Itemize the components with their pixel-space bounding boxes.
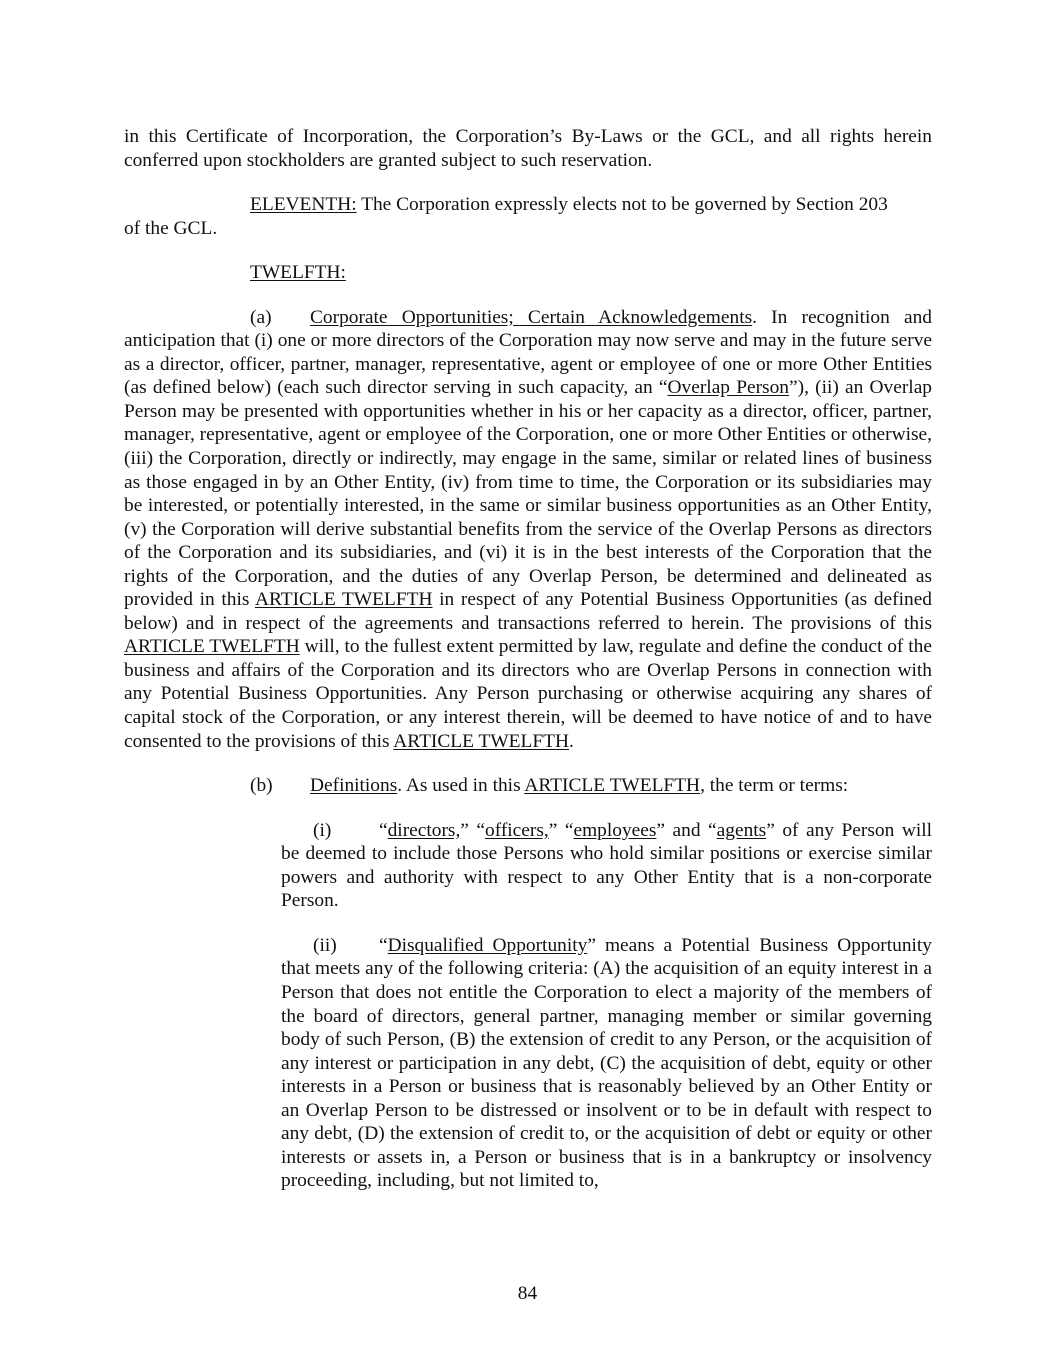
term-directors: directors, <box>387 819 461 841</box>
section-a-text-1: . In recognition and anticipation that (i) one or more directors of the Corporation may now serve and may in the future serve as a director, officer, partner, manager, representative, agent or employee of one or more Other Entities (as defined below) (each such director serving in such capacity, an “ <box>124 306 932 399</box>
quote-separator: ” “ <box>460 819 486 841</box>
article-twelfth-reference: ARTICLE TWELFTH <box>124 636 300 658</box>
quote-mark: “ <box>379 819 388 841</box>
section-b-paragraph <box>250 774 932 798</box>
document-page <box>124 125 932 1214</box>
quote-separator: ” and “ <box>656 819 717 841</box>
article-twelfth-reference: ARTICLE TWELFTH <box>254 589 433 611</box>
quote-separator: ” “ <box>548 819 574 841</box>
section-b-heading: Definitions <box>310 775 398 797</box>
term-disqualified-opportunity: Disqualified Opportunity <box>387 934 588 956</box>
definition-i-marker: (i) <box>313 819 332 841</box>
article-eleventh-tail: of the GCL. <box>124 217 218 239</box>
definition-i-text: ” of any Person will be deemed to include those Persons who hold similar positions or exercise similar powers and authority with respect to any Other Entity that is a non-corporate Person. <box>281 819 932 912</box>
section-a-text-4: will, to the fullest extent permitted by law, regulate and define the conduct of the business and affairs of the Corporation and its directors who are Overlap Persons in connection with any Potential Business Opportunities. Any Person purchasing or otherwise acquiring any shares of capital stock of the Corporation, or any interest therein, will be deemed to have notice of and to have consented to the provisions of this <box>124 636 932 752</box>
definition-ii-marker: (ii) <box>313 934 337 956</box>
section-a-text-2: ”), (ii) an Overlap Person may be presented with opportunities whether in his or her capacity as a director, officer, partner, manager, representative, agent or employee of the Corporation, one or more Other Entities or otherwise, (iii) the Corporation, directly or indirectly, may engage in the same, similar or related lines of business as those engaged in by an Other Entity, (iv) from time to time, the Corporation or its subsidiaries may be interested, or potentially interested, in the same or similar business opportunities as an Other Entity, (v) the Corporation will derive substantial benefits from the service of the Overlap Persons as directors of the Corporation and its subsidiaries, and (vi) it is in the best interests of the Corporation that the rights of the Corporation, and the duties of any Overlap Person, be determined and delineated as provided in this <box>124 377 932 611</box>
definition-ii-paragraph <box>281 934 932 1193</box>
article-eleventh-text: The Corporation expressly elects not to be governed by Section 203 <box>356 194 888 216</box>
article-eleventh-heading: ELEVENTH: <box>250 194 357 216</box>
article-eleventh-paragraph <box>124 193 932 240</box>
article-twelfth-reference: ARTICLE TWELFTH <box>524 775 701 797</box>
section-a-text-3: in respect of any Potential Business Opportunities (as defined below) and in respect of the agreements and transactions referred to herein. The provisions of this <box>124 589 932 634</box>
intro-paragraph: in this Certificate of Incorporation, the Corporation’s By-Laws or the GCL, and all rights herein conferred upon stockholders are granted subject to such reservation. <box>124 126 932 171</box>
term-officers: officers, <box>485 819 549 841</box>
section-a-text-5: . <box>568 730 574 752</box>
definition-i-paragraph <box>281 819 932 913</box>
article-twelfth-heading <box>250 261 932 285</box>
section-a-marker: (a) <box>250 306 272 328</box>
page-number: 84 <box>517 1283 538 1304</box>
section-a-paragraph <box>124 306 932 753</box>
quote-mark: “ <box>379 934 388 956</box>
term-employees: employees <box>573 819 657 841</box>
definition-ii-text: ” means a Potential Business Opportunity that meets any of the following criteria: (A) the acquisition of an equity interest in a Person that does not entitle the Corporation to elect a majority of the members of the board of directors, general partner, managing member or similar governing body of such Person, (B) the extension of credit to any Person, or the acquisition of any interest or participation in any debt, (C) the acquisition of debt, equity or other interests in a Person or business that is reasonably believed by an Other Entity or an Overlap Person to be distressed or insolvent or to be in default with respect to any debt, (D) the extension of credit to, or the acquisition of debt or equity or other interests or assets in, a Person or business that is in a bankruptcy or insolvency proceeding, including, but not limited to, <box>281 934 932 1192</box>
section-b-marker: (b) <box>250 775 273 797</box>
article-twelfth-reference: ARTICLE TWELFTH <box>393 730 569 752</box>
section-a-heading: Corporate Opportunities; Certain Acknowledgements <box>310 306 753 328</box>
article-twelfth-heading-text: TWELFTH: <box>250 262 346 284</box>
section-b-text-1: . As used in this <box>397 775 525 797</box>
overlap-person-term: Overlap Person <box>667 377 789 399</box>
section-b-text-2: , the term or terms: <box>700 775 849 797</box>
term-agents: agents <box>716 819 767 841</box>
